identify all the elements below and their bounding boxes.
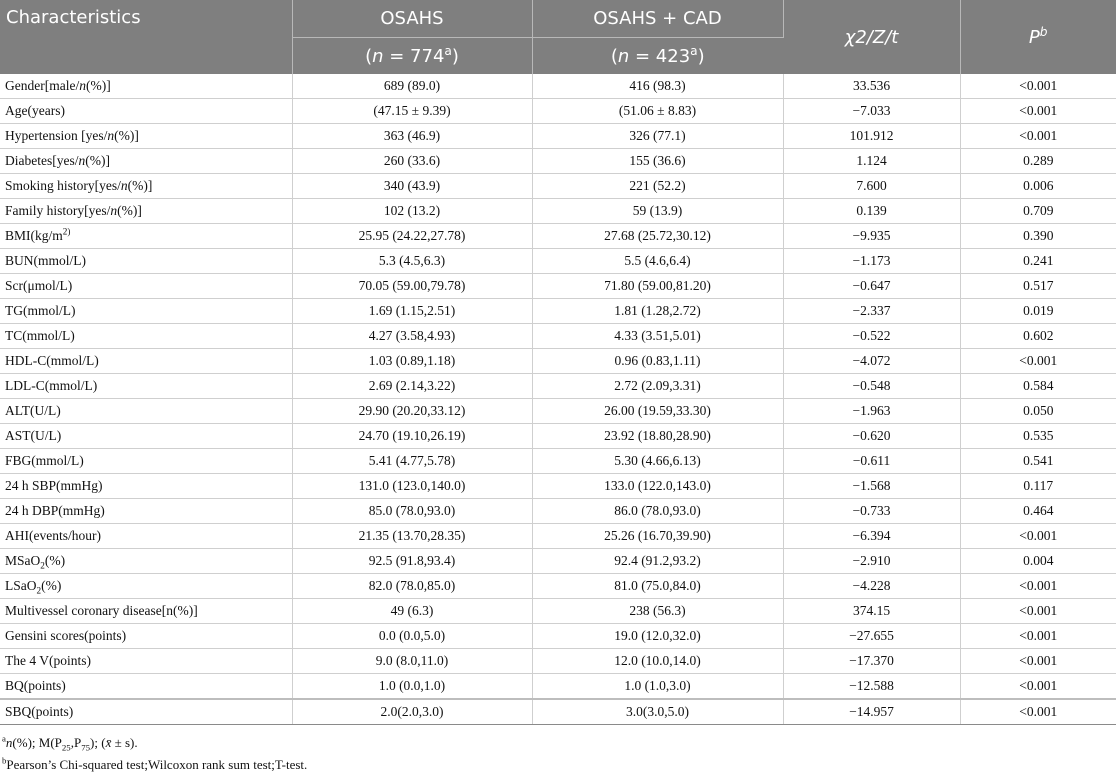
row-label-suffix: (%)] [114,128,139,143]
row-label [0,74,292,99]
row-label-suffix: (%)] [85,78,111,93]
cell-osahs-cad: 416 (98.3) [532,74,783,99]
row-label [0,474,292,499]
cell-p-value: 0.241 [960,249,1116,274]
cell-osahs: 689 (89.0) [292,74,532,99]
cell-p-value: 0.517 [960,274,1116,299]
cell-osahs: 363 (46.9) [292,124,532,149]
table-row [0,349,1116,374]
cell-statistic: −1.173 [783,249,960,274]
table-row [0,199,1116,224]
cell-statistic: −1.963 [783,399,960,424]
row-label [0,299,292,324]
cell-p-value: 0.541 [960,449,1116,474]
cell-statistic: −0.647 [783,274,960,299]
row-label-text: HDL-C(mmol/L) [5,353,99,368]
cell-osahs: 29.90 (20.20,33.12) [292,399,532,424]
row-label-text: BMI(kg/m [5,228,63,243]
cell-osahs-cad: 12.0 (10.0,14.0) [532,649,783,674]
header-osahs: OSAHS [292,0,532,38]
row-label-text: FBG(mmol/L) [5,453,84,468]
cell-osahs-cad: 71.80 (59.00,81.20) [532,274,783,299]
row-label-text: TG(mmol/L) [5,303,76,318]
row-label-italic: n [107,128,115,143]
row-label-suffix: (%) [41,578,62,593]
table-row [0,549,1116,574]
row-label-text: Family history[yes/ [5,203,111,218]
cell-statistic: 1.124 [783,149,960,174]
cell-p-value: <0.001 [960,574,1116,599]
cell-osahs-cad: 3.0(3.0,5.0) [532,699,783,725]
row-label [0,249,292,274]
row-label-italic: n [79,78,86,93]
cell-statistic: 101.912 [783,124,960,149]
footnote-a-sub2: 75 [81,742,91,753]
cell-osahs: 260 (33.6) [292,149,532,174]
header-statistic: χ2/Z/t [783,0,960,74]
row-label-text: Scr(μmol/L) [5,278,73,293]
cell-osahs: 82.0 (78.0,85.0) [292,574,532,599]
row-label [0,524,292,549]
cell-osahs-cad: 326 (77.1) [532,124,783,149]
row-label-text: BUN(mmol/L) [5,253,86,268]
row-label-text: Age(years) [5,103,65,118]
cell-p-value: 0.006 [960,174,1116,199]
table-row [0,249,1116,274]
osahs-n-sup: a [444,43,452,58]
row-label [0,349,292,374]
row-label-text: Gensini scores(points) [5,628,127,643]
row-label [0,374,292,399]
table-row [0,324,1116,349]
row-label [0,449,292,474]
cell-p-value: 0.464 [960,499,1116,524]
row-label-sub: 2 [36,585,42,596]
cell-osahs: 131.0 (123.0,140.0) [292,474,532,499]
cell-osahs: 21.35 (13.70,28.35) [292,524,532,549]
row-label-text: BQ(points) [5,678,66,693]
cell-osahs-cad: 25.26 (16.70,39.90) [532,524,783,549]
table-row [0,274,1116,299]
row-label [0,699,292,725]
cell-statistic: −7.033 [783,99,960,124]
row-label-italic: n [120,178,128,193]
row-label-text: AST(U/L) [5,428,62,443]
row-label-text: 24 h DBP(mmHg) [5,503,105,518]
row-label-text: Smoking history[yes/ [5,178,121,193]
row-label-text: AHI(events/hour) [5,528,101,543]
table-row [0,574,1116,599]
cell-osahs-cad: 2.72 (2.09,3.31) [532,374,783,399]
table-row [0,149,1116,174]
row-label-sup: 2) [62,226,71,237]
cell-osahs-cad: 26.00 (19.59,33.30) [532,399,783,424]
cad-n-value: = 423 [629,45,691,67]
table-row [0,449,1116,474]
row-label-text: Multivessel coronary disease[n(%)] [5,603,198,618]
cell-osahs: 1.03 (0.89,1.18) [292,349,532,374]
cell-osahs: (47.15 ± 9.39) [292,99,532,124]
cell-osahs: 70.05 (59.00,79.78) [292,274,532,299]
row-label [0,149,292,174]
table-row [0,74,1116,99]
cell-statistic: −0.611 [783,449,960,474]
cell-p-value: 0.390 [960,224,1116,249]
cell-osahs: 2.0(2.0,3.0) [292,699,532,725]
table-row [0,374,1116,399]
footnote-a-xbar: x̄ [105,735,112,750]
table-row [0,624,1116,649]
cell-osahs: 92.5 (91.8,93.4) [292,549,532,574]
cell-osahs: 25.95 (24.22,27.78) [292,224,532,249]
header-osahs-cad: OSAHS + CAD [532,0,783,38]
cell-osahs-cad: 92.4 (91.2,93.2) [532,549,783,574]
row-label [0,274,292,299]
cell-p-value: <0.001 [960,699,1116,725]
cell-p-value: 0.019 [960,299,1116,324]
row-label [0,574,292,599]
row-label [0,499,292,524]
cell-p-value: 0.602 [960,324,1116,349]
row-label-suffix: (%) [44,553,66,568]
table-row [0,699,1116,725]
cad-n-symbol: n [617,45,630,67]
table-row [0,224,1116,249]
cell-p-value: 0.584 [960,374,1116,399]
row-label [0,399,292,424]
cell-p-value: <0.001 [960,349,1116,374]
cell-osahs-cad: 1.0 (1.0,3.0) [532,674,783,700]
row-label-suffix: (%)] [127,178,153,193]
cell-statistic: −14.957 [783,699,960,725]
cell-statistic: −0.733 [783,499,960,524]
cell-osahs: 85.0 (78.0,93.0) [292,499,532,524]
cell-osahs-cad: 4.33 (3.51,5.01) [532,324,783,349]
cell-statistic: 33.536 [783,74,960,99]
cell-statistic: −27.655 [783,624,960,649]
header-p-value [960,0,1116,74]
footnotes [0,732,1116,776]
footnote-a-text2: ); ( [90,735,106,750]
footnote-b-text: Pearson’s Chi-squared test;Wilcoxon rank sum test;T-test. [6,757,308,772]
osahs-n-value: = 774 [383,45,445,67]
cell-statistic: −12.588 [783,674,960,700]
table-row [0,399,1116,424]
cell-statistic: −17.370 [783,649,960,674]
cell-osahs: 102 (13.2) [292,199,532,224]
row-label [0,624,292,649]
cell-osahs-cad: 5.5 (4.6,6.4) [532,249,783,274]
footnote-b-marker: b [2,755,7,766]
table-header [0,0,1116,74]
row-label-text: The 4 V(points) [5,653,91,668]
cell-p-value: <0.001 [960,74,1116,99]
row-label [0,674,292,700]
footnote-a-sub1: 25 [61,742,71,753]
cell-osahs: 1.0 (0.0,1.0) [292,674,532,700]
cad-n-suffix: ) [697,45,705,67]
header-cad-n: $(n = 423^a)$ [532,38,783,75]
cell-p-value: <0.001 [960,99,1116,124]
osahs-n-suffix: ) [451,45,459,67]
row-label [0,649,292,674]
cell-osahs-cad: 81.0 (75.0,84.0) [532,574,783,599]
cell-p-value: <0.001 [960,524,1116,549]
footnote-b [2,754,1116,776]
cell-osahs: 0.0 (0.0,5.0) [292,624,532,649]
table-row [0,674,1116,700]
footnote-a-comma: ,P [70,735,82,750]
cell-p-value: <0.001 [960,124,1116,149]
table-row [0,474,1116,499]
cell-p-value: <0.001 [960,674,1116,700]
cell-osahs-cad: 0.96 (0.83,1.11) [532,349,783,374]
cell-statistic: 374.15 [783,599,960,624]
row-label [0,124,292,149]
cell-statistic: −0.548 [783,374,960,399]
cell-osahs-cad: 23.92 (18.80,28.90) [532,424,783,449]
row-label-text: LSaO [5,578,37,593]
cell-statistic: −9.935 [783,224,960,249]
cell-osahs: 4.27 (3.58,4.93) [292,324,532,349]
cell-osahs-cad: 1.81 (1.28,2.72) [532,299,783,324]
table-row [0,99,1116,124]
row-label [0,424,292,449]
cell-p-value: 0.117 [960,474,1116,499]
cell-osahs: 5.41 (4.77,5.78) [292,449,532,474]
cell-osahs-cad: 133.0 (122.0,143.0) [532,474,783,499]
footnote-a-text1: (%); M(P [12,735,62,750]
row-label-text: Hypertension [yes/ [5,128,108,143]
osahs-n-symbol: n [372,45,384,67]
cell-p-value: <0.001 [960,624,1116,649]
header-p-label: P [1028,26,1040,48]
cell-osahs: 24.70 (19.10,26.19) [292,424,532,449]
header-osahs-n: $(n = 774^a)$ [292,38,532,75]
footnote-a-marker: a [2,733,6,744]
cell-osahs-cad: 221 (52.2) [532,174,783,199]
header-p-sup: b [1039,24,1048,39]
row-label [0,224,292,249]
cell-osahs-cad: 238 (56.3) [532,599,783,624]
cell-osahs-cad: 19.0 (12.0,32.0) [532,624,783,649]
row-label [0,174,292,199]
cell-osahs-cad: 27.68 (25.72,30.12) [532,224,783,249]
row-label [0,549,292,574]
row-label [0,199,292,224]
cell-p-value: 0.050 [960,399,1116,424]
cell-osahs-cad: 155 (36.6) [532,149,783,174]
cell-statistic: −4.228 [783,574,960,599]
cell-osahs: 9.0 (8.0,11.0) [292,649,532,674]
footnote-a-text3: ± s). [111,735,138,750]
table-row [0,424,1116,449]
cell-statistic: −1.568 [783,474,960,499]
cell-statistic: 0.139 [783,199,960,224]
cell-osahs-cad: 86.0 (78.0,93.0) [532,499,783,524]
footnote-a [2,732,1116,754]
row-label-suffix: (%)] [85,153,110,168]
cell-osahs: 2.69 (2.14,3.22) [292,374,532,399]
cell-osahs: 49 (6.3) [292,599,532,624]
cell-osahs: 340 (43.9) [292,174,532,199]
row-label-text: ALT(U/L) [5,403,61,418]
row-label-text: MSaO [5,553,41,568]
row-label-text: SBQ(points) [5,704,74,719]
cell-osahs-cad: 59 (13.9) [532,199,783,224]
cell-statistic: −2.337 [783,299,960,324]
footnote-a-n: n [5,735,13,750]
cell-p-value: <0.001 [960,649,1116,674]
cell-osahs: 5.3 (4.5,6.3) [292,249,532,274]
row-label-text: Gender[male/ [5,78,80,93]
row-label [0,599,292,624]
cell-osahs-cad: (51.06 ± 8.83) [532,99,783,124]
table-row [0,124,1116,149]
row-label-italic: n [78,153,86,168]
table-row [0,299,1116,324]
cell-p-value: 0.709 [960,199,1116,224]
row-label-sub: 2 [40,560,45,571]
cell-statistic: 7.600 [783,174,960,199]
cell-p-value: <0.001 [960,599,1116,624]
cell-statistic: −2.910 [783,549,960,574]
row-label-text: TC(mmol/L) [5,328,75,343]
row-label-text: Diabetes[yes/ [5,153,79,168]
row-label [0,324,292,349]
cell-statistic: −0.620 [783,424,960,449]
cell-osahs: 1.69 (1.15,2.51) [292,299,532,324]
table-row [0,524,1116,549]
cell-p-value: 0.004 [960,549,1116,574]
header-characteristics: Characteristics [0,0,292,74]
row-label-text: 24 h SBP(mmHg) [5,478,103,493]
row-label-text: LDL-C(mmol/L) [5,378,98,393]
cell-p-value: 0.535 [960,424,1116,449]
table-row [0,174,1116,199]
row-label [0,99,292,124]
cell-p-value: 0.289 [960,149,1116,174]
cell-statistic: −4.072 [783,349,960,374]
table-body [0,74,1116,725]
table-row [0,649,1116,674]
table-row [0,599,1116,624]
row-label-suffix: (%)] [117,203,142,218]
cell-statistic: −0.522 [783,324,960,349]
cell-statistic: −6.394 [783,524,960,549]
cad-n-sup: a [690,43,698,58]
table-row [0,499,1116,524]
row-label-italic: n [110,203,118,218]
cell-osahs-cad: 5.30 (4.66,6.13) [532,449,783,474]
